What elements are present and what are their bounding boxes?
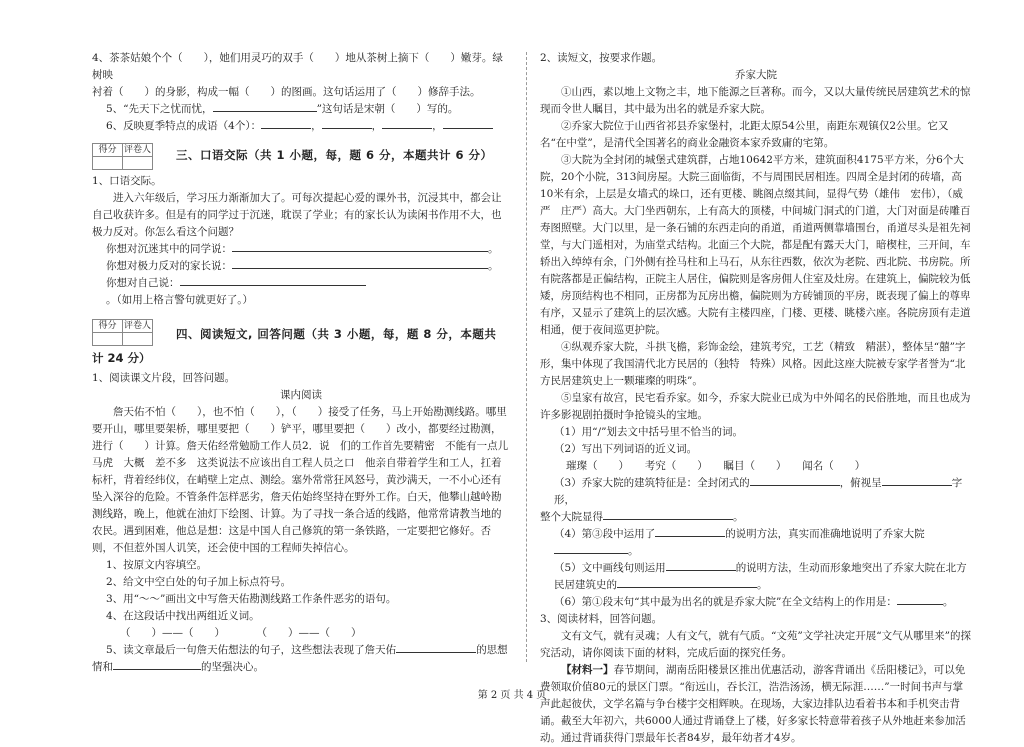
q6-line: 6、反映夏季特点的成语（4个）： ， ， ， — [92, 118, 510, 135]
read1-q5: 5、读文章最后一句詹天佑想法的句子，这些想法表现了詹天佑 的思想 — [106, 643, 508, 656]
score-label: 得分 — [93, 320, 123, 333]
read1-q4: 4、在这段话中找出两组近义词。 — [106, 609, 260, 622]
score-box — [92, 319, 153, 346]
oral-answer-3: 你想对自己说：。（如用上格言警句就更好了。） — [92, 275, 510, 309]
answer-blank[interactable] — [443, 118, 493, 129]
section4-header — [92, 319, 510, 345]
section-title-tail: 计 24 分） — [92, 351, 151, 365]
q5-line: 5、“先天下之忧而忧， ”这句话是宋朝（ ）写的。 — [106, 103, 459, 115]
read2-q3-cont: 整个大院显得 。 — [540, 511, 744, 523]
read2-para-1: ①山西，素以地上文物之丰，地下能源之巨著称。而今，又以大量传统民居建筑艺术的惊现而令世人瞩目，其中最为出名的就是乔家大院。 — [540, 86, 971, 115]
score-cell[interactable] — [93, 157, 123, 170]
right-column — [540, 50, 972, 747]
reviewer-label: 评卷人 — [123, 145, 151, 155]
answer-blank[interactable] — [882, 475, 952, 486]
answer-blank[interactable] — [261, 118, 311, 129]
read3-material-1: 【材料一】春节期间，湖南岳阳楼景区推出优惠活动，游客背诵出《岳阳楼记》，可以免费领取价值80元的景区门票。“衔远山，吞长江，浩浩汤汤，横无际涯……”一时间书声与掌声此起彼伏，文学名篇与争台楼宇交相辉映。在现场，大家边排队边看着书本和手机突击背诵。截至大年初六，共6000人通过背诵登上了楼，好多家长特意带着孩子从外地赶来参加活动。通过背诵获得门票最年长者84岁，最年幼者才4岁。 — [540, 664, 966, 744]
answer-blank[interactable] — [180, 275, 366, 286]
read2-q5: （5）文中画线句则运用 的说明方法，生动而形象地突出了乔家大院在北方民居建筑史的 。 — [554, 562, 967, 591]
score-box — [92, 143, 153, 170]
read1-title: 课内阅读 — [280, 388, 322, 401]
read1-q5-cont: 情和 的坚强决心。 — [92, 660, 264, 673]
answer-blank[interactable] — [396, 642, 476, 653]
read1-q3: 3、用“～～”画出文中写詹天佑勘测线路工作条件恶劣的语句。 — [106, 592, 397, 605]
answer-blank[interactable] — [554, 543, 628, 554]
answer-blank[interactable] — [655, 526, 725, 537]
reviewer-cell[interactable] — [123, 333, 153, 346]
answer-blank[interactable] — [666, 560, 736, 571]
reviewer-label: 评卷人 — [123, 321, 151, 331]
read2-q6: （6）第①段末句“其中最为出名的就是乔家大院”在全文结构上的作用是： 。 — [554, 596, 954, 608]
read3-number: 3、阅读材料，回答问题。 — [540, 613, 663, 625]
read1-q2: 2、给文中空白处的句子加上标点符号。 — [106, 575, 292, 588]
q4-line2: 衬着（ ）的身影，构成一幅（ ）的图画。这句话运用了（ ）修辞手法。 — [92, 86, 481, 98]
read1-pairs: （ ）——（ ） （ ）——（ ） — [120, 626, 362, 639]
oral-number: 1、口语交际。 — [92, 175, 162, 187]
read2-q4: （4）第③段中运用了 的说明方法，真实而准确地说明了乔家大院。 — [554, 528, 925, 557]
answer-blank[interactable] — [232, 241, 488, 252]
read2-para-5: ⑤皇家有故宫，民宅看乔家。如今，乔家大院业已成为中外闻名的民俗胜地，而且也成为许多影视剧拍摄时争抢镜头的宝地。 — [540, 392, 971, 421]
read1-q1: 1、按原文内容填空。 — [106, 558, 208, 571]
read1-number: 1、阅读课文片段，回答问题。 — [92, 371, 236, 384]
read2-para-3: ③大院为全封闭的城堡式建筑群，占地10642平方米，建筑面积4175平方米，分6个大院，20个小院，313间房屋。大院三面临街，不与周围民居相连。四周全是封闭的砖墙，高10米有余，上层是女墙式的垛口，还有更楼、眺阁点缀其间，显得气势（雄伟 宏伟），（威严 庄严）高大。大门坐西朝东，上有高大的顶楼，中间城门洞式的门道，大门对面是砖雕百寿图照壁。大门以里，是一条石铺的东西走向的甬道，甬道两侧靠墙围台，甬道尽头是祖先祠堂，与大门遥相对，为庙堂式结构。北面三个大院，都是配有露天大门，暗楔柱，三开间，车轿出入绰绰有余，门外侧有拴马柱和上马石，从东往西数，依次为老院、西北院、书房院。所有院落都是正偏结构，正院主人居住，偏院则是客房佣人住室及灶房。在建筑上，偏院较为低矮，房顶结构也不相同，正房都为瓦房出檐，偏院则为方砖铺顶的平房，既表现了偏上的尊卑有序，又显示了建筑上的层次感。大院有主楼四座，门楼、更楼、眺楼六座。各院房顶有走道相通，便于夜间巡更护院。 — [540, 154, 971, 336]
answer-blank[interactable] — [750, 475, 840, 486]
answer-blank[interactable] — [382, 118, 432, 129]
read2-number: 2、读短文，按要求作题。 — [540, 52, 663, 64]
answer-blank[interactable] — [232, 258, 488, 269]
section-title: 三、口语交际（共 1 小题，每，题 6 分，本题共计 6 分） — [176, 148, 493, 162]
score-cell[interactable] — [93, 333, 123, 346]
read3-intro: 文有文气，就有灵魂；人有文气，就有气质。“文苑”文学社决定开展“文气从哪里来”的探究活动，请你阅读下面的材料，完成后面的探究任务。 — [540, 630, 971, 659]
read2-q1: （1）用“/”划去文中括号里不恰当的词。 — [554, 426, 743, 438]
score-label: 得分 — [93, 144, 123, 157]
section-title: 四、阅读短文, 回答问题（共 3 小题，每，题 8 分，本题共 — [176, 327, 497, 341]
left-column — [92, 50, 510, 676]
reviewer-cell[interactable] — [123, 157, 153, 170]
read2-synonyms: 璀璨（ ） 考究（ ） 瞩目（ ） 闻名（ ） — [566, 460, 866, 472]
read2-para-2: ②乔家大院位于山西省祁县乔家堡村，北距太原54公里，南距东观镇仅2公里。它又名“在中堂”，是清代全国著名的商业金融资本家乔致庸的宅第。 — [540, 120, 949, 149]
answer-blank[interactable] — [603, 509, 733, 520]
answer-blank[interactable] — [897, 594, 943, 605]
material-label: 【材料一】 — [561, 664, 614, 676]
read1-passage: 詹天佑不怕（ ），也不怕（ ），（ ）接受了任务，马上开始勘测线路。哪里要开山，哪里要架桥，哪里要把（ ）铲平，哪里要把（ ）改小，都要经过勘测，进行（ ）计算。詹天佑经常勉励工作人员2．说 们的工作首先要精密 不能有一点儿马虎 大概 差不多 这类说法不应该出自工程人员之口 他亲自带着学生和工人，扛着标杆，背着经纬仪，在峭壁上定点、测绘。塞外常常狂风怒号，黄沙满天，一不小心还有坠入深谷的危险。不管条件怎样恶劣，詹天佑始终坚持在野外工作。白天，他攀山越岭勘测线路，晚上，他就在油灯下绘图、计算。为了寻找一条合适的线路，他常常请教当地的农民。遇到困难，他总是想：这是中国人自己修筑的第一条铁路，一定要把它修好。否则，不但惹外国人讥笑，还会使中国的工程师失掉信心。 — [92, 405, 509, 554]
answer-blank[interactable] — [213, 101, 317, 112]
column-divider — [526, 52, 527, 662]
oral-answer-1: 你想对沉迷其中的同学说： 。 — [106, 243, 499, 255]
oral-answer-2: 你想对极力反对的家长说： 。 — [106, 260, 499, 272]
answer-blank[interactable] — [617, 577, 757, 588]
q4-line1: 4、茶茶姑娘个个（ ），她们用灵巧的双手（ ）地从茶树上摘下（ ）嫩芽。绿树映 — [92, 52, 503, 81]
answer-blank[interactable] — [322, 118, 372, 129]
read2-q2: （2）写出下列词语的近义词。 — [554, 443, 698, 455]
read2-para-4: ④纵观乔家大院，斗拱飞檐，彩饰金绘，建筑考究，工艺（精致 精湛），整体呈“囍”字形，集中体现了我国清代北方民居的（独特 特殊）风格。因此这座大院被专家学者誉为“北方民居建筑史上一颗璀璨的明珠”。 — [540, 341, 966, 387]
answer-blank[interactable] — [113, 659, 201, 670]
read2-q3: （3）乔家大院的建筑特征是：全封闭式的 ，俯视呈 字形， — [554, 477, 963, 506]
oral-prompt: 进入六年级后，学习压力渐渐加大了。可每次提起心爱的课外书，沉浸其中，都会让自己收获许多。但是有的同学过于沉迷，耽误了学业；有的家长认为读闲书作用不大，也极力反对。你怎么看这个问题？ — [92, 192, 502, 238]
read2-title: 乔家大院 — [735, 69, 777, 81]
page-number: 第 2 页 共 4 页 — [477, 690, 547, 701]
section3-header — [92, 143, 510, 169]
